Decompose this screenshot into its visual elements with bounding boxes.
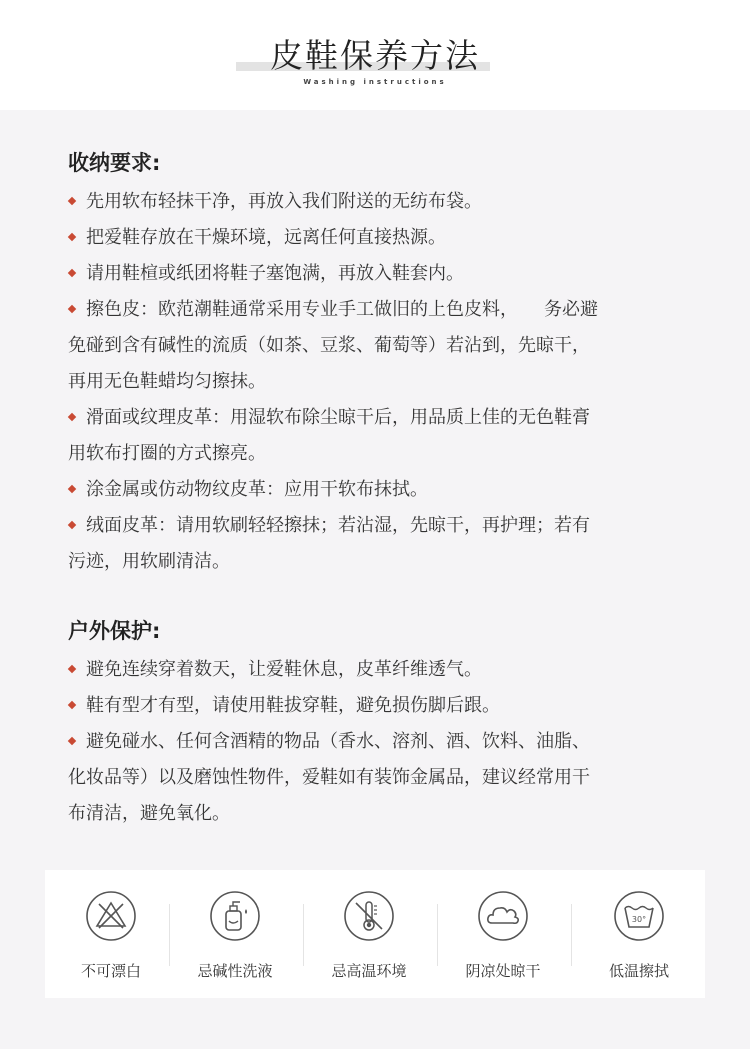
care-label: 不可漂白	[80, 962, 141, 980]
list-item: 鞋有型才有型，请使用鞋拔穿鞋，避免损伤脚后跟。	[68, 688, 708, 724]
no-bleach-icon	[85, 890, 137, 942]
diamond-bullet-icon	[68, 737, 76, 745]
diamond-bullet-icon	[68, 521, 76, 529]
diamond-bullet-icon	[68, 413, 76, 421]
list-item: 请用鞋楦或纸团将鞋子塞饱满，再放入鞋套内。	[68, 256, 708, 292]
care-item-no-heat	[303, 870, 435, 998]
diamond-bullet-icon	[68, 197, 76, 205]
no-alkaline-detergent-icon	[209, 890, 261, 942]
no-high-temperature-icon	[343, 890, 395, 942]
list-item: 涂金属或仿动物纹皮革：应用干软布抹拭。	[68, 472, 708, 508]
header	[0, 0, 750, 110]
diamond-bullet-icon	[68, 269, 76, 277]
care-label: 忌高温环境	[331, 962, 407, 980]
outdoor-section	[68, 616, 708, 832]
list-item: 擦色皮：欧范潮鞋通常采用专业手工做旧的上色皮料， 务必避 免碰到含有碱性的流质（如茶、豆浆、葡萄等）若沾到，先晾干， 再用无色鞋蜡均匀擦抹。	[68, 299, 598, 392]
care-item-no-bleach	[45, 870, 177, 998]
list-item: 避免连续穿着数天，让爱鞋休息，皮革纤维透气。	[68, 652, 708, 688]
storage-title: 收纳要求:	[68, 151, 161, 175]
page-title: 皮鞋保养方法	[270, 36, 480, 75]
outdoor-list	[68, 652, 708, 832]
page-subtitle: Washing instructions	[303, 78, 447, 86]
diamond-bullet-icon	[68, 665, 76, 673]
temperature-text: 30°	[631, 915, 647, 924]
care-item-low-temp	[573, 870, 705, 998]
diamond-bullet-icon	[68, 485, 76, 493]
diamond-bullet-icon	[68, 701, 76, 709]
diamond-bullet-icon	[68, 233, 76, 241]
care-label: 阴凉处晾干	[465, 962, 541, 980]
care-label: 忌碱性洗液	[197, 962, 273, 980]
list-item: 先用软布轻抹干净，再放入我们附送的无纺布袋。	[68, 184, 708, 220]
storage-list	[68, 184, 708, 580]
care-icons-panel	[45, 870, 705, 998]
list-item: 把爱鞋存放在干燥环境，远离任何直接热源。	[68, 220, 708, 256]
low-temp-wipe-icon	[613, 890, 665, 942]
care-item-shade-dry	[437, 870, 569, 998]
care-label: 低温擦拭	[608, 962, 669, 980]
outdoor-title: 户外保护:	[68, 619, 161, 643]
list-item: 避免碰水、任何含酒精的物品（香水、溶剂、酒、饮料、油脂、 化妆品等）以及磨蚀性物件，爱鞋如有装饰金属品，建议经常用干 布清洁，避免氧化。	[68, 731, 590, 824]
shade-dry-icon	[477, 890, 529, 942]
diamond-bullet-icon	[68, 305, 76, 313]
list-item: 绒面皮革：请用软刷轻轻擦抹；若沾湿，先晾干，再护理；若有 污迹，用软刷清洁。	[68, 515, 590, 572]
divider	[571, 904, 572, 966]
care-item-no-alkaline	[169, 870, 301, 998]
storage-section	[68, 148, 708, 580]
list-item: 滑面或纹理皮革：用湿软布除尘晾干后，用品质上佳的无色鞋膏 用软布打圈的方式擦亮。	[68, 407, 590, 464]
